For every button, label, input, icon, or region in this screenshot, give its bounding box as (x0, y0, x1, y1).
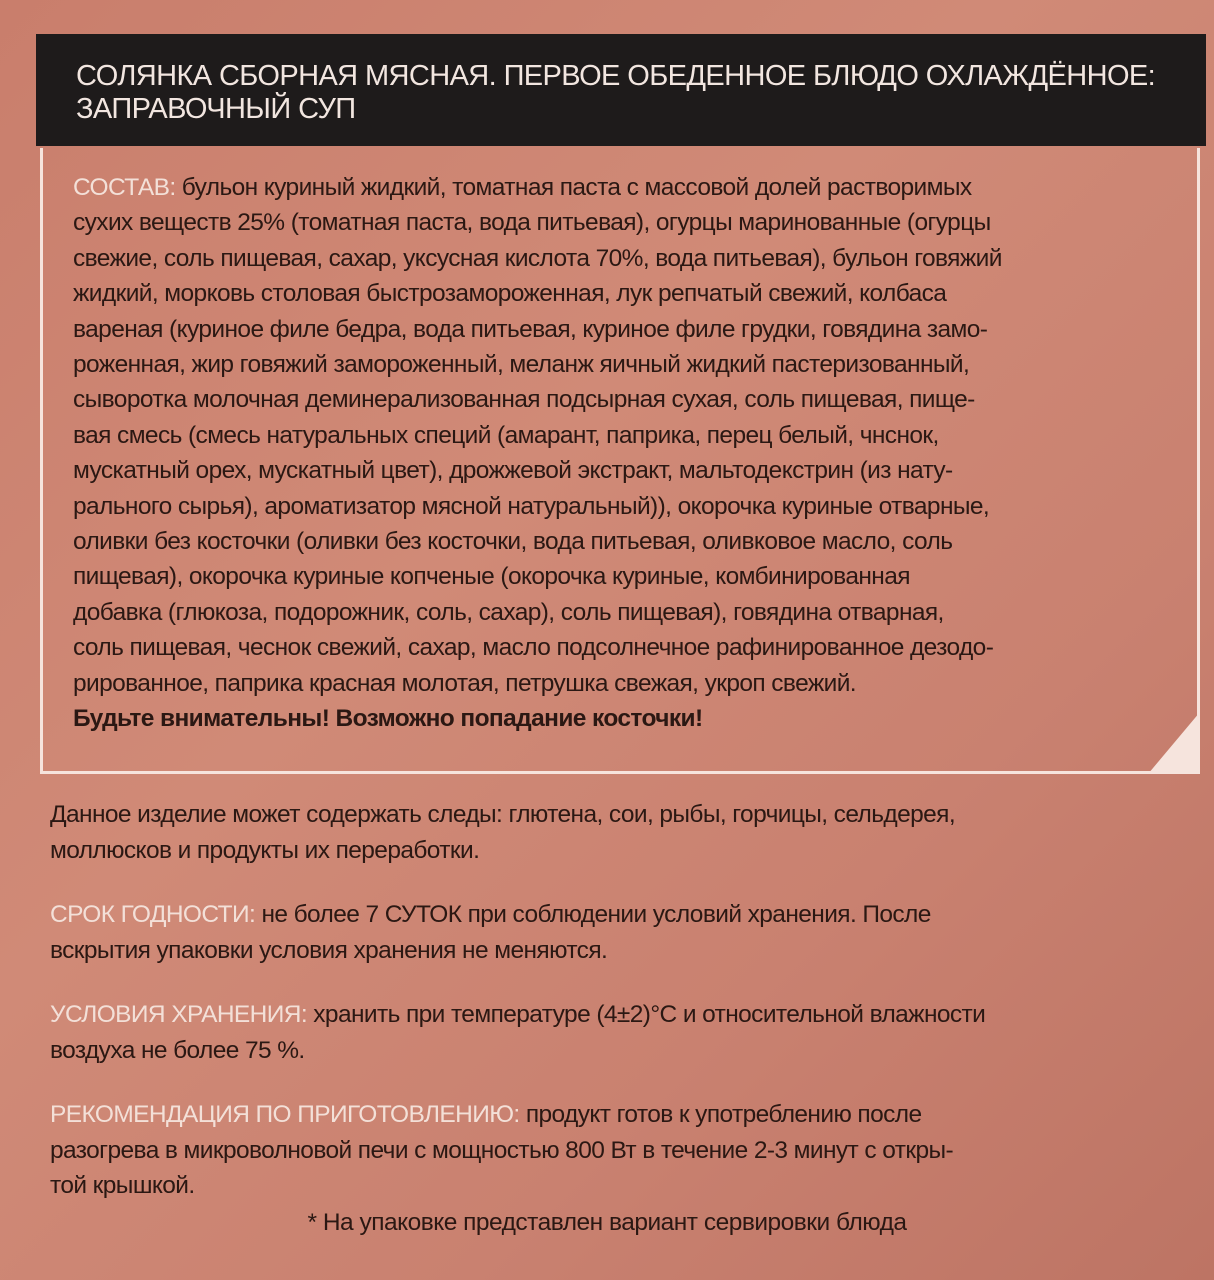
composition-line: оливки без косточки (оливки без косточки, вода питьевая, оливковое масло, соль (73, 528, 953, 556)
composition-line: вареная (куриное филе бедра, вода питьевая, куриное филе грудки, говядина замо- (73, 315, 988, 343)
product-title-line-2: ЗАПРАВОЧНЫЙ СУП (76, 93, 356, 125)
product-title-banner (36, 34, 1206, 146)
bone-warning: Будьте внимательны! Возможно попадание косточки! (73, 705, 703, 733)
composition-line: пищевая), окорочка куриные копченые (окорочка куриные, комбинированная (73, 563, 910, 591)
storage-label: УСЛОВИЯ ХРАНЕНИЯ: (50, 1001, 308, 1028)
serving-footnote: * На упаковке представлен вариант сервировки блюда (307, 1209, 907, 1236)
shelf-life-label: СРОК ГОДНОСТИ: (50, 901, 256, 928)
composition-line: СОСТАВ: бульон куриный жидкий, томатная паста с массовой долей растворимых (73, 174, 972, 201)
storage-section: УСЛОВИЯ ХРАНЕНИЯ: хранить при температуре (4±2)°С и относительной влажности воздуха не более 75 %. (50, 1001, 986, 1064)
composition-label: СОСТАВ: (73, 174, 176, 201)
composition-line: рированное, паприка красная молотая, петрушка свежая, укроп свежий. (73, 669, 856, 697)
composition-line: жидкий, морковь столовая быстрозамороженная, лук репчатый свежий, колбаса (73, 280, 947, 308)
composition-line: добавка (глюкоза, подорожник, соль, сахар), соль пищевая), говядина отварная, (73, 598, 944, 626)
product-title-line-1: СОЛЯНКА СБОРНАЯ МЯСНАЯ. ПЕРВОЕ ОБЕДЕННОЕ БЛЮДО ОХЛАЖДЁННОЕ: (76, 60, 1156, 92)
composition-line: роженная, жир говяжий замороженный, меланж яичный жидкий пастеризованный, (73, 351, 970, 379)
composition-line: сыворотка молочная деминерализованная подсырная сухая, соль пищевая, пище- (73, 386, 975, 414)
composition-line: соль пищевая, чеснок свежий, сахар, масло подсолнечное рафинированное дезодо- (73, 634, 994, 662)
composition-line: рального сырья), ароматизатор мясной натуральный)), окорочка куриные отварные, (73, 492, 990, 520)
composition-line: вая смесь (смесь натуральных специй (амарант, паприка, перец белый, чнснок, (73, 421, 939, 449)
composition-line: сухих веществ 25% (томатная паста, вода питьевая), огурцы маринованные (огурцы (73, 209, 991, 237)
cooking-section: РЕКОМЕНДАЦИЯ ПО ПРИГОТОВЛЕНИЮ: продукт готов к употреблению после разогрева в микроволновой печи с мощностью 800 Вт в течение 2-3 минут с откры- той крышкой. (50, 1101, 954, 1199)
composition-line: свежие, соль пищевая, сахар, уксусная кислота 70%, вода питьевая), бульон говяжий (73, 244, 1002, 272)
cooking-label: РЕКОМЕНДАЦИЯ ПО ПРИГОТОВЛЕНИЮ: (50, 1101, 520, 1128)
composition-line: мускатный орех, мускатный цвет), дрожжевой экстракт, мальтодекстрин (из нату- (73, 457, 953, 485)
shelf-life-section: СРОК ГОДНОСТИ: не более 7 СУТОК при соблюдении условий хранения. После вскрытия упаковки условия хранения не меняются. (50, 901, 931, 964)
composition-text (73, 170, 1183, 737)
allergens-note: Данное изделие может содержать следы: глютена, сои, рыбы, горчицы, сельдерея, моллюсков и продукты их переработки. (50, 801, 956, 864)
